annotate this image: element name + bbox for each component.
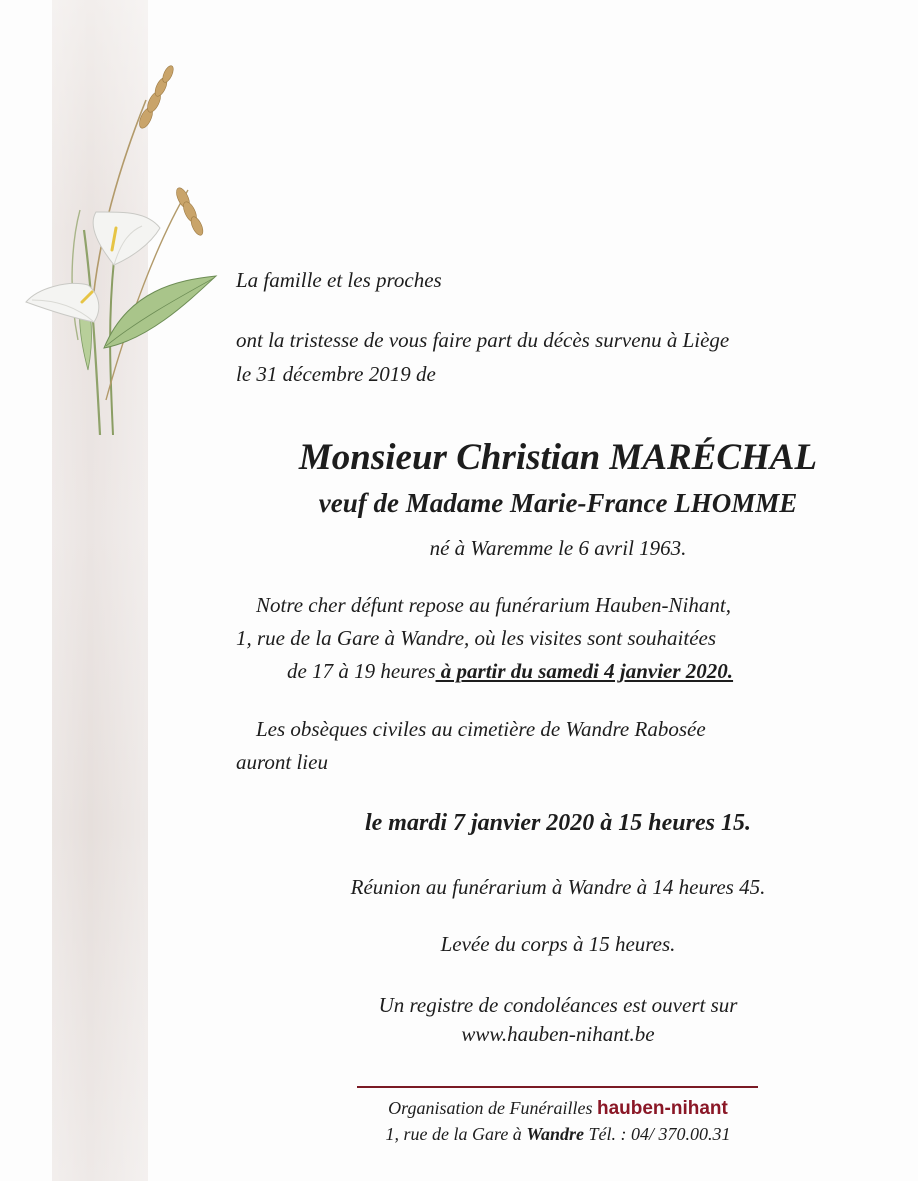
registry-website[interactable]: www.hauben-nihant.be <box>461 1022 655 1046</box>
funeral-date: le mardi 7 janvier 2020 à 15 heures 15. <box>364 810 751 836</box>
deceased-name: Monsieur Christian MARÉCHAL <box>298 437 818 478</box>
intro-date-line: le 31 décembre 2019 de <box>236 362 436 386</box>
funeral-line-1: Les obsèques civiles au cimetière de Wandre Rabosée <box>256 717 706 741</box>
footer-address-prefix: 1, rue de la Gare à <box>385 1124 522 1144</box>
funeral-line-2: auront lieu <box>236 750 328 774</box>
visit-line-1: Notre cher défunt repose au funérarium Hauben-Nihant, <box>256 593 731 617</box>
brand-logo: hauben-nihant <box>596 1098 728 1119</box>
registry-line: Un registre de condoléances est ouvert sur <box>378 993 738 1017</box>
meeting-info: Réunion au funérarium à Wandre à 14 heures 45. <box>350 875 766 899</box>
calla-lily-wheat-illustration <box>18 40 223 440</box>
visit-line-3 <box>287 659 733 684</box>
intro-family-line: La famille et les proches <box>236 268 442 292</box>
footer-phone: Tél. : 04/ 370.00.31 <box>588 1124 731 1144</box>
footer-org-prefix: Organisation de Funérailles <box>388 1098 593 1118</box>
visit-line-2: 1, rue de la Gare à Wandre, où les visites sont souhaitées <box>236 626 717 650</box>
footer-organisation <box>300 1098 816 1120</box>
levee-info: Levée du corps à 15 heures. <box>440 932 676 956</box>
intro-announcement-line: ont la tristesse de vous faire part du décès survenu à Liège <box>236 328 730 352</box>
visit-start-date: à partir du samedi 4 janvier 2020. <box>435 659 734 683</box>
footer-address <box>300 1124 816 1145</box>
footer-divider <box>357 1086 758 1088</box>
footer-address-town: Wandre <box>526 1124 584 1144</box>
deceased-widow-of: veuf de Madame Marie-France LHOMME <box>318 488 798 518</box>
visit-hours: de 17 à 19 heures <box>287 659 436 683</box>
deceased-birth: né à Waremme le 6 avril 1963. <box>429 536 687 560</box>
